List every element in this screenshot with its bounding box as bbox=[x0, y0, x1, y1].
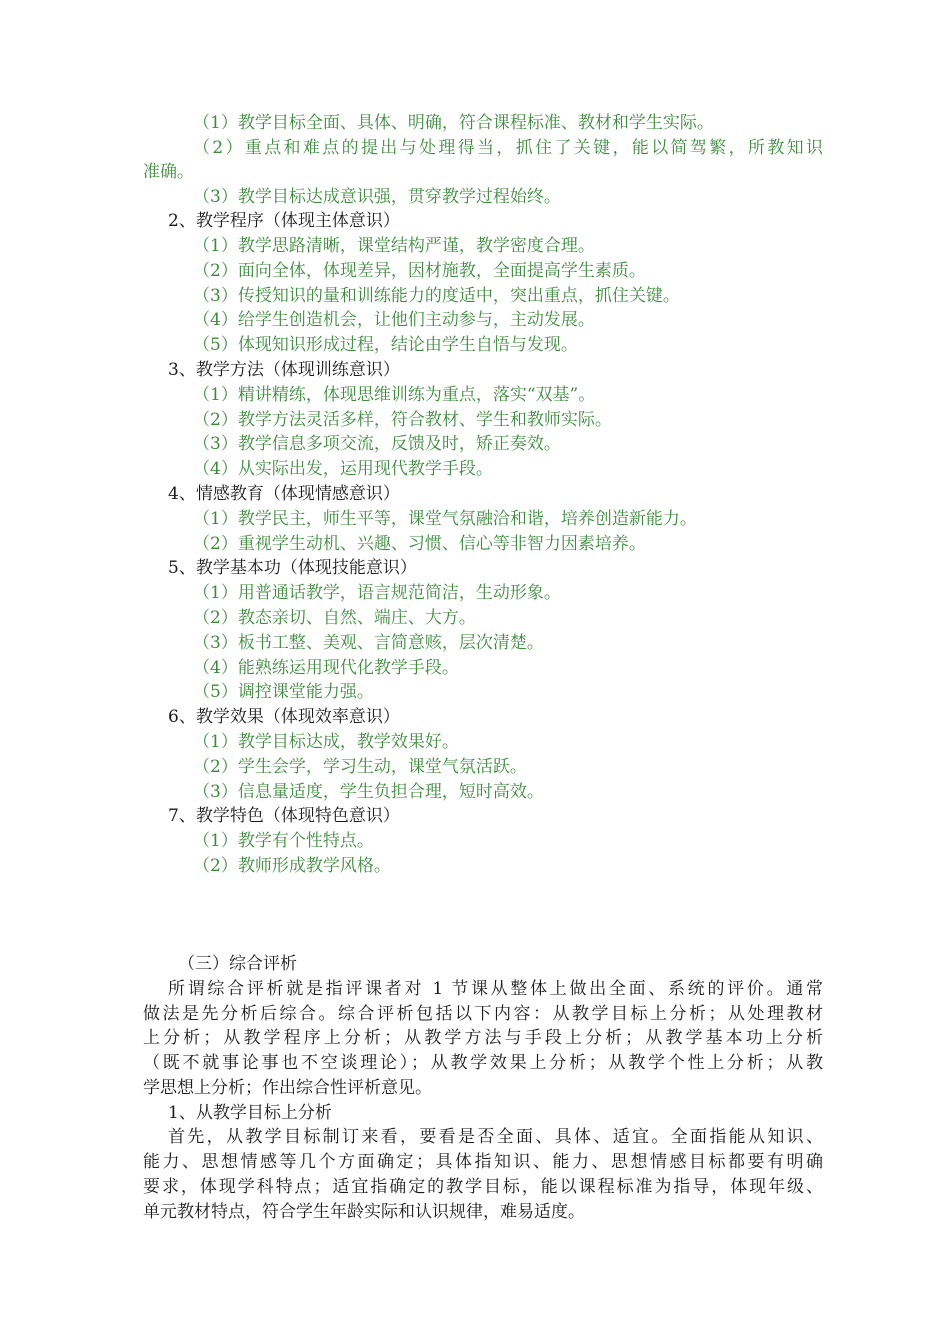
list-item: （3）板书工整、美观、言简意赅，层次清楚。 bbox=[193, 633, 544, 653]
list-item: （4）能熟练运用现代化教学手段。 bbox=[193, 658, 459, 678]
paragraph-line: 所谓综合评析就是指评课者对 1 节课从整体上做出全面、系统的评价。通常 bbox=[168, 979, 823, 999]
list-item: （1）精讲精练，体现思维训练为重点，落实“双基”。 bbox=[193, 385, 596, 405]
paragraph-line: 上分析；从教学程序上分析；从教学方法与手段上分析；从教学基本功上分析 bbox=[143, 1028, 823, 1048]
list-item: （3）传授知识的量和训练能力的度适中，突出重点，抓住关键。 bbox=[193, 286, 680, 306]
list-item: （3）信息量适度，学生负担合理，短时高效。 bbox=[193, 782, 544, 802]
list-item: （1）教学民主，师生平等，课堂气氛融洽和谐，培养创造新能力。 bbox=[193, 509, 697, 529]
paragraph-line: 能力、思想情感等几个方面确定；具体指知识、能力、思想情感目标都要有明确 bbox=[143, 1152, 823, 1172]
list-item: （2）教学方法灵活多样，符合教材、学生和教师实际。 bbox=[193, 410, 612, 430]
section-heading: 4、情感教育（体现情感意识） bbox=[168, 484, 400, 504]
section-heading: 7、教学特色（体现特色意识） bbox=[168, 806, 400, 826]
list-item: （1）用普通话教学，语言规范简洁，生动形象。 bbox=[193, 583, 561, 603]
list-item: （4）给学生创造机会，让他们主动参与，主动发展。 bbox=[193, 310, 595, 330]
paragraph-line: 学思想上分析；作出综合性评析意见。 bbox=[143, 1078, 432, 1098]
section-heading: 2、教学程序（体现主体意识） bbox=[168, 211, 400, 231]
list-item: （2）面向全体，体现差异，因材施教，全面提高学生素质。 bbox=[193, 261, 646, 281]
section-heading: 3、教学方法（体现训练意识） bbox=[168, 360, 400, 380]
paragraph-line: 要求，体现学科特点；适宜指确定的教学目标，能以课程标准为指导，体现年级、 bbox=[143, 1177, 823, 1197]
list-item: （5）体现知识形成过程，结论由学生自悟与发现。 bbox=[193, 335, 578, 355]
part-heading: （三）综合评析 bbox=[178, 954, 297, 974]
paragraph-line: 单元教材特点，符合学生年龄实际和认识规律，难易适度。 bbox=[143, 1202, 585, 1222]
subsection-heading: 1、从教学目标上分析 bbox=[168, 1103, 332, 1123]
paragraph-line: 做法是先分析后综合。综合评析包括以下内容：从教学目标上分析；从处理教材 bbox=[143, 1004, 823, 1024]
paragraph-line: （既不就事论事也不空谈理论）；从教学效果上分析；从教学个性上分析；从教 bbox=[143, 1053, 823, 1073]
list-item: （2）重视学生动机、兴趣、习惯、信心等非智力因素培养。 bbox=[193, 534, 646, 554]
list-item: （2）教师形成教学风格。 bbox=[193, 856, 391, 876]
list-item: （2）学生会学，学习生动，课堂气氛活跃。 bbox=[193, 757, 527, 777]
list-item: （2）教态亲切、自然、端庄、大方。 bbox=[193, 608, 476, 628]
list-item: （4）从实际出发，运用现代教学手段。 bbox=[193, 459, 493, 479]
list-item: （5）调控课堂能力强。 bbox=[193, 682, 374, 702]
goal-item-2-cont: 准确。 bbox=[143, 162, 194, 182]
section-heading: 6、教学效果（体现效率意识） bbox=[168, 707, 400, 727]
goal-item-3: （3）教学目标达成意识强，贯穿教学过程始终。 bbox=[193, 187, 561, 207]
section-heading: 5、教学基本功（体现技能意识） bbox=[168, 558, 417, 578]
paragraph-line: 首先，从教学目标制订来看，要看是否全面、具体、适宜。全面指能从知识、 bbox=[168, 1127, 823, 1147]
goal-item-1: （1）教学目标全面、具体、明确，符合课程标准、教材和学生实际。 bbox=[193, 113, 714, 133]
list-item: （1）教学目标达成，教学效果好。 bbox=[193, 732, 459, 752]
list-item: （3）教学信息多项交流，反馈及时，矫正奏效。 bbox=[193, 434, 561, 454]
list-item: （1）教学有个性特点。 bbox=[193, 831, 374, 851]
list-item: （1）教学思路清晰，课堂结构严谨，教学密度合理。 bbox=[193, 236, 595, 256]
goal-item-2: （2）重点和难点的提出与处理得当，抓住了关键，能以简驾繁，所教知识 bbox=[193, 138, 823, 158]
